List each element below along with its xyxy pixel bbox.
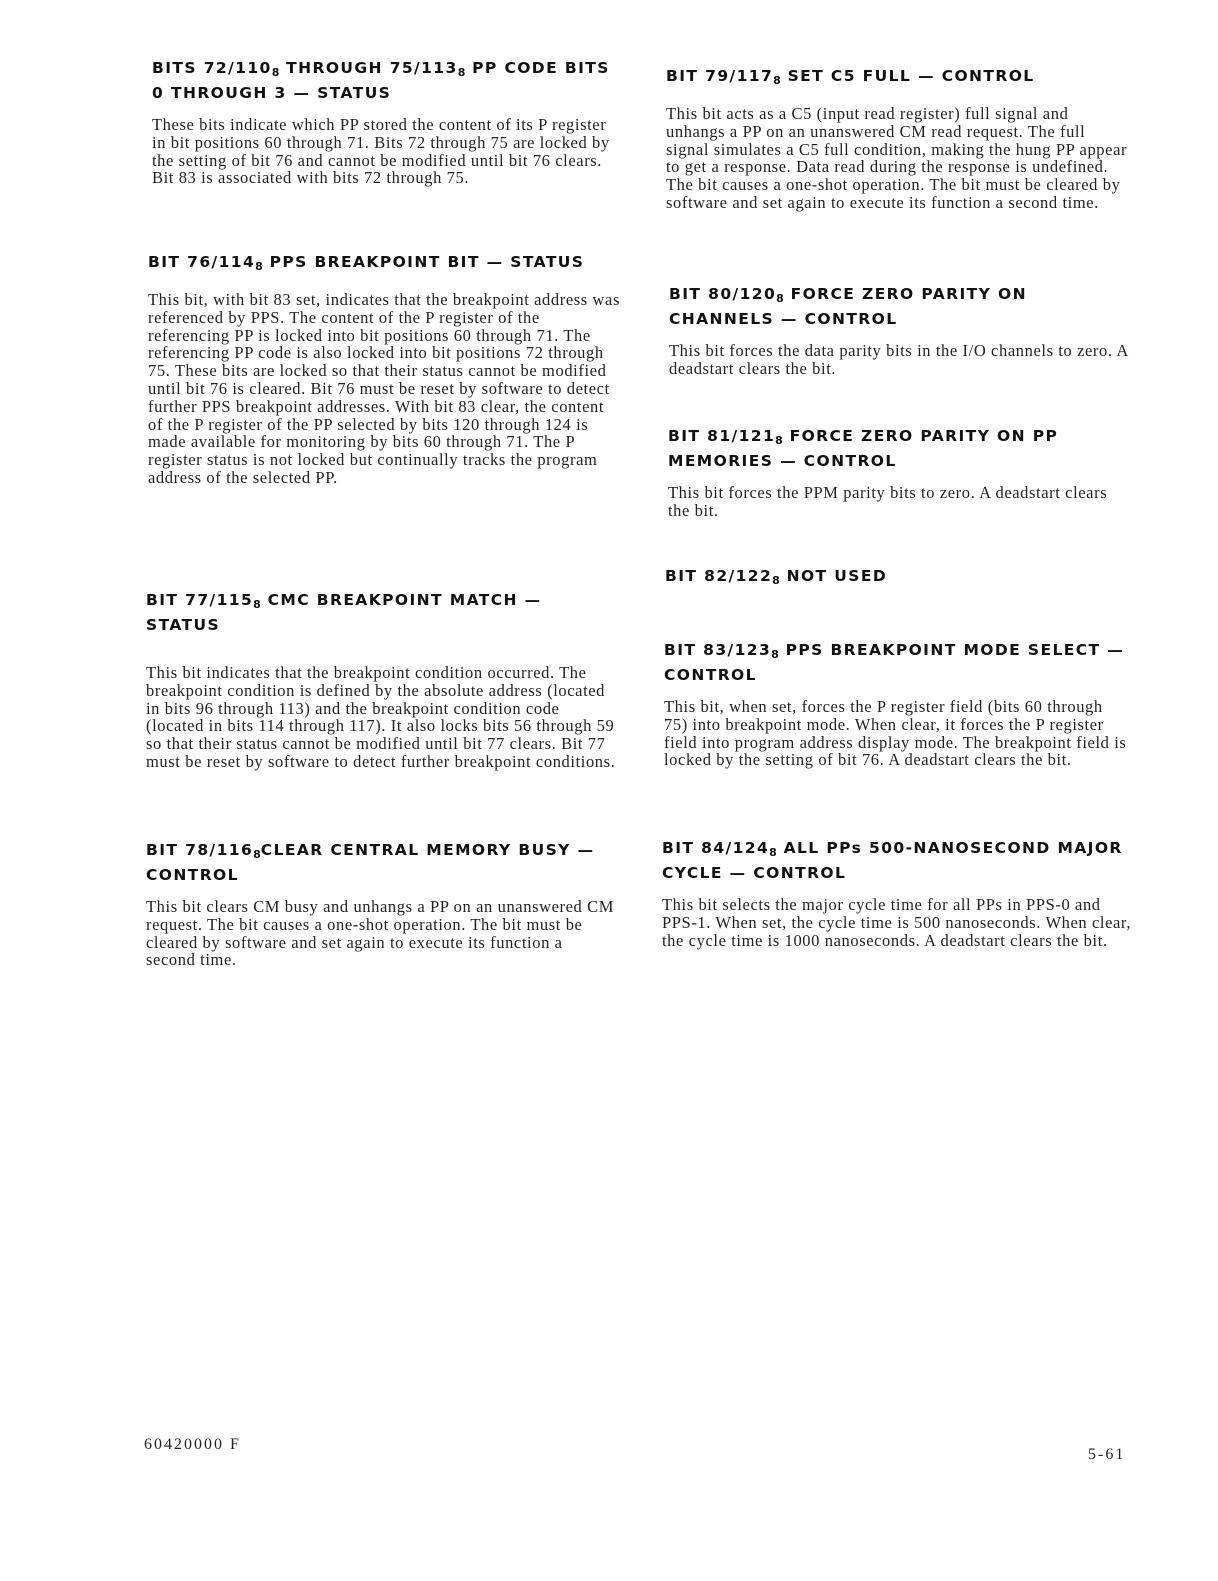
section-body: This bit indicates that the breakpoint condition occurred. The breakpoint condition is defined by the absolute address (located in bits 96 through 113) and the breakpoint condition code (located in bits 114 through 117). It also locks bits 56 through 59 so that their status cannot be modified until bit 77 clears. Bit 77 must be reset by software to detect further breakpoint conditions. bbox=[146, 663, 616, 771]
section-bit-76 bbox=[148, 252, 623, 487]
section-body: This bit, with bit 83 set, indicates that the breakpoint address was referenced by PPS. The content of the P register of the referencing PP is locked into bit positions 60 through 71. The referencing PP code is also locked into bit positions 72 through 75. These bits are locked so that their status cannot be modified until bit 76 is cleared. Bit 76 must be reset by software to detect further PPS breakpoint addresses. With bit 83 clear, the content of the P register of the PP selected by bits 120 through 124 is made available for monitoring by bits 60 through 71. The P register status is not locked but continually tracks the program address of the selected PP. bbox=[148, 290, 621, 487]
section-heading: BIT $81/121_8$ FORCE ZERO PARITY ON PP MEMORIES — CONTROL bbox=[668, 427, 1059, 470]
section-heading: BIT $80/120_8$ FORCE ZERO PARITY ON CHANNELS — CONTROL bbox=[669, 285, 1027, 328]
section-body: This bit forces the PPM parity bits to zero. A deadstart clears the bit. bbox=[668, 483, 1108, 520]
section-body: This bit clears CM busy and unhangs a PP on an unanswered CM request. The bit causes a one-shot operation. The bit must be cleared by software and set again to execute its function a second time. bbox=[146, 897, 615, 970]
section-bit-83 bbox=[664, 640, 1128, 769]
section-heading: BIT $79/117_8$ SET C5 FULL — CONTROL bbox=[666, 67, 1035, 87]
section-bit-82 bbox=[665, 566, 1125, 591]
section-heading: BIT $77/115_8$ CMC BREAKPOINT MATCH — STATUS bbox=[146, 591, 542, 634]
page-number: 5-61 bbox=[1088, 1446, 1126, 1463]
section-body: This bit, when set, forces the P register field (bits 60 through 75) into breakpoint mode. When clear, it forces the P register field into program address display mode. The breakpoint field is locked by the setting of bit 76. A deadstart clears the bit. bbox=[664, 697, 1127, 770]
section-bit-77 bbox=[146, 590, 622, 771]
section-heading: BIT $78/116_8CLEAR$ CENTRAL MEMORY BUSY — CONTROL bbox=[146, 841, 595, 884]
section-heading: BITS $72/110_8$ THROUGH $75/113_8$ PP CODE BITS 0 THROUGH 3 — STATUS bbox=[152, 59, 610, 102]
section-heading: BIT $83/123_8$ PPS BREAKPOINT MODE SELECT — CONTROL bbox=[664, 641, 1125, 684]
section-body: This bit selects the major cycle time for all PPs in PPS-0 and PPS-1. When set, the cycle time is 500 nanoseconds. When clear, the cycle time is 1000 nanoseconds. A deadstart clears the bit. bbox=[662, 895, 1132, 950]
section-heading: BIT $82/122_8$ NOT USED bbox=[665, 567, 888, 587]
section-heading: BIT $76/114_8$ PPS BREAKPOINT BIT — STATUS bbox=[148, 253, 585, 273]
section-body: This bit forces the data parity bits in the I/O channels to zero. A deadstart clears the bit. bbox=[669, 341, 1129, 378]
section-bit-79 bbox=[666, 66, 1128, 212]
document-number: 60420000 F bbox=[144, 1436, 241, 1453]
section-bit-84 bbox=[662, 838, 1132, 949]
section-bits-72-75 bbox=[152, 58, 622, 187]
section-bit-81 bbox=[668, 426, 1128, 520]
section-heading: BIT $84/124_8$ ALL PPs 500-NANOSECOND MAJOR CYCLE — CONTROL bbox=[662, 839, 1123, 882]
section-body: These bits indicate which PP stored the content of its P register in bit positions 60 through 71. Bits 72 through 75 are locked by the setting of bit 76 and cannot be modified until bit 76 clears. Bit 83 is associated with bits 72 through 75. bbox=[152, 115, 610, 188]
section-body: This bit acts as a C5 (input read register) full signal and unhangs a PP on an unanswered CM read request. The full signal simulates a C5 full condition, making the hung PP appear to get a response. Data read during the response is undefined. The bit causes a one-shot operation. The bit must be cleared by software and set again to execute its function a second time. bbox=[666, 104, 1128, 212]
section-bit-78 bbox=[146, 840, 616, 969]
section-bit-80 bbox=[669, 284, 1128, 378]
